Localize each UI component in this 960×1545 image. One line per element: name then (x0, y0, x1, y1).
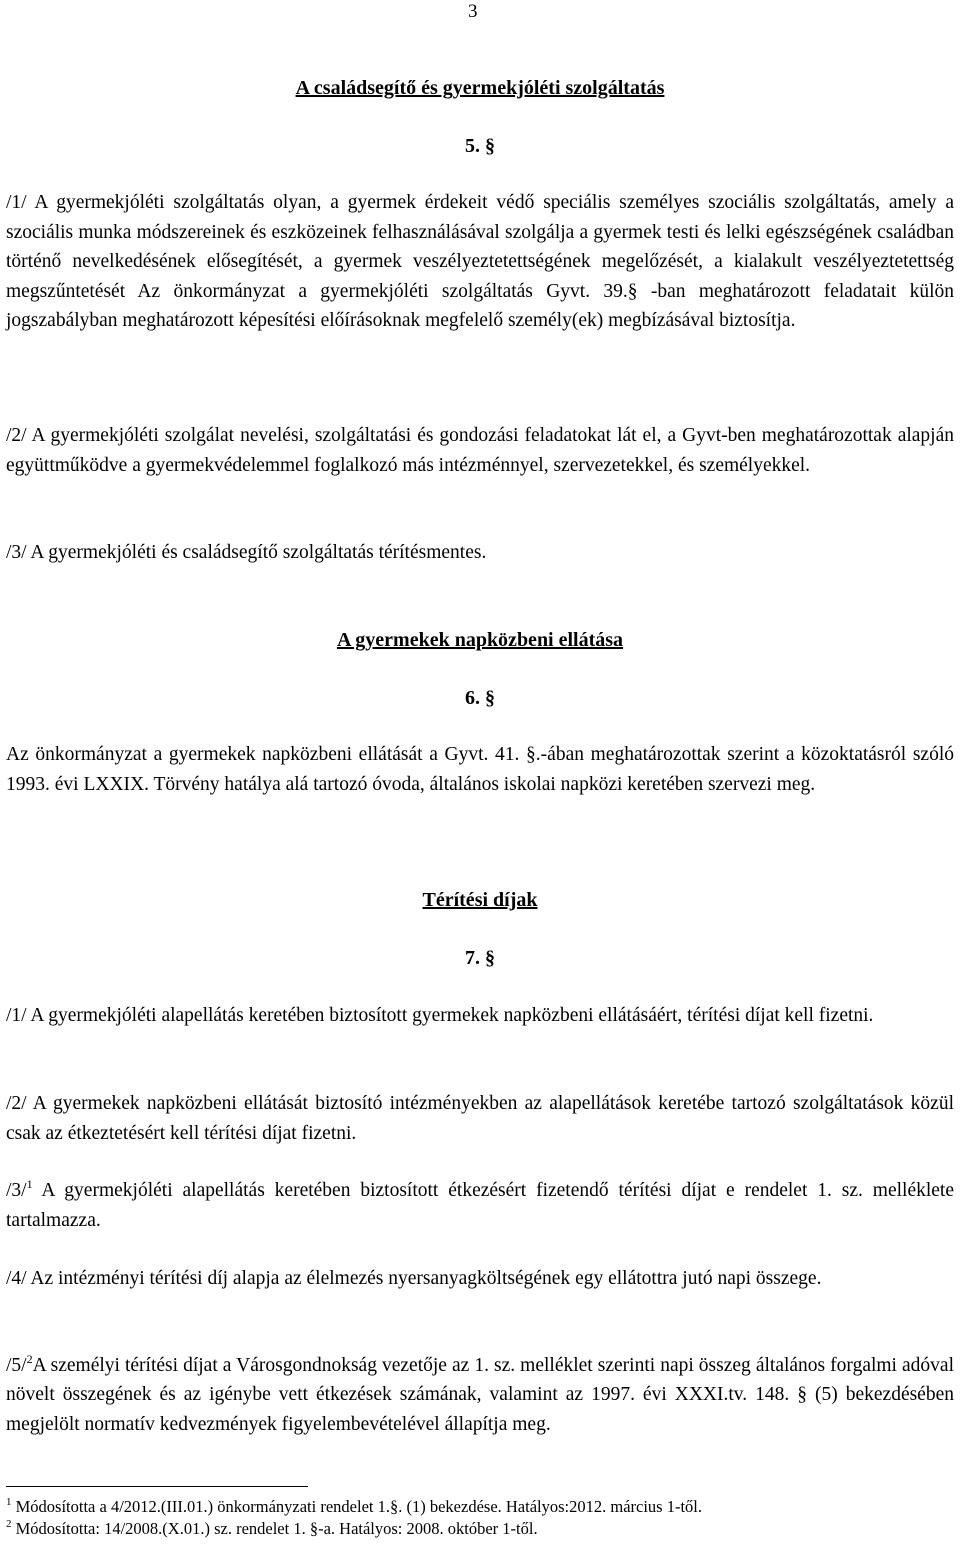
section-heading-fees: Térítési díjak (422, 889, 538, 911)
paragraph-7-5-prefix: /5/ (6, 1355, 27, 1376)
paragraph-7-5 (6, 1351, 954, 1439)
footnote-2 (6, 1518, 954, 1540)
footnote-ref-1: 1 (26, 1176, 33, 1191)
footnote-1 (6, 1496, 954, 1518)
paragraph-6-1: Az önkormányzat a gyermekek napközbeni ellátását a Gyvt. 41. §.-ában meghatározottak szerint a közoktatásról szóló 1993. évi LXXIX. Törvény hatálya alá tartozó óvoda, általános iskolai napközi keretében szervezi meg. (6, 744, 954, 795)
paragraph-5-3: /3/ A gyermekjóléti és családsegítő szolgáltatás térítésmentes. (6, 542, 487, 563)
footnote-ref-2: 2 (26, 1351, 33, 1366)
paragraph-5-1: /1/ A gyermekjóléti szolgáltatás olyan, a gyermek érdekeit védő speciális személyes szociális szolgáltatás, amely a szociális munka módszereinek és eszközeinek felhasználásával szolgálja a gyermek testi és lelki egészségének családban történő nevelkedésének elősegítését, a gyermek veszélyeztetettségének megelőzését, a kialakult veszélyeztetettség megszűntetését Az önkormányzat a gyermekjóléti szolgáltatás Gyvt. 39.§ -ban meghatározott feladatait külön jogszabályban meghatározott képesítési előírásoknak megfelelő személy(ek) megbízásával biztosítja. (6, 192, 954, 331)
footnote-separator (6, 1486, 308, 1487)
paragraph-7-3-text: A gyermekjóléti alapellátás keretében biztosított étkezésért fizetendő térítési díjat e rendelet 1. sz. melléklete tartalmazza. (6, 1180, 954, 1231)
footnote-mark-2: 2 (6, 1517, 12, 1530)
section-heading-daytime-care: A gyermekek napközbeni ellátása (336, 629, 624, 651)
section-heading-family-child-welfare: A családsegítő és gyermekjóléti szolgáltatás (295, 77, 665, 99)
paragraph-7-3-prefix: /3/ (6, 1180, 27, 1201)
paragraph-7-1: /1/ A gyermekjóléti alapellátás keretében biztosított gyermekek napközbeni ellátásáért, térítési díjat kell fizetni. (6, 1005, 874, 1026)
paragraph-7-4: /4/ Az intézményi térítési díj alapja az élelmezés nyersanyagköltségének egy ellátottra jutó napi összege. (6, 1268, 822, 1289)
footnote-text-2: Módosította: 14/2008.(X.01.) sz. rendelet 1. §-a. Hatályos: 2008. október 1-től. (11, 1519, 538, 1538)
section-number-6: 6. § (465, 687, 495, 709)
page-number: 3 (468, 1, 478, 22)
paragraph-7-5-text: A személyi térítési díjat a Városgondnokság vezetője az 1. sz. melléklet szerinti napi összeg általános forgalmi adóval növelt összegének és az igénybe vett étkezések számának, valamint az 1997. évi XXXI.tv. 148. § (5) bekezdésében megjelölt normatív kedvezmények figyelembevételével állapítja meg. (6, 1355, 954, 1435)
paragraph-7-3 (6, 1176, 954, 1235)
paragraph-5-2: /2/ A gyermekjóléti szolgálat nevelési, szolgáltatási és gondozási feladatokat lát el, a Gyvt-ben meghatározottak alapján együttműködve a gyermekvédelemmel foglalkozó más intézménnyel, szervezetekkel, és személyekkel. (6, 425, 954, 476)
section-number-7: 7. § (465, 947, 495, 969)
footnote-text-1: Módosította a 4/2012.(III.01.) önkormányzati rendelet 1.§. (1) bekezdése. Hatályos:2012. március 1-től. (11, 1497, 703, 1516)
paragraph-7-2: /2/ A gyermekek napközbeni ellátását biztosító intézményekben az alapellátások keretébe tartozó szolgáltatások közül csak az étkeztetésért kell térítési díjat fizetni. (6, 1093, 954, 1144)
section-number-5: 5. § (465, 135, 495, 157)
footnote-mark-1: 1 (6, 1495, 12, 1508)
